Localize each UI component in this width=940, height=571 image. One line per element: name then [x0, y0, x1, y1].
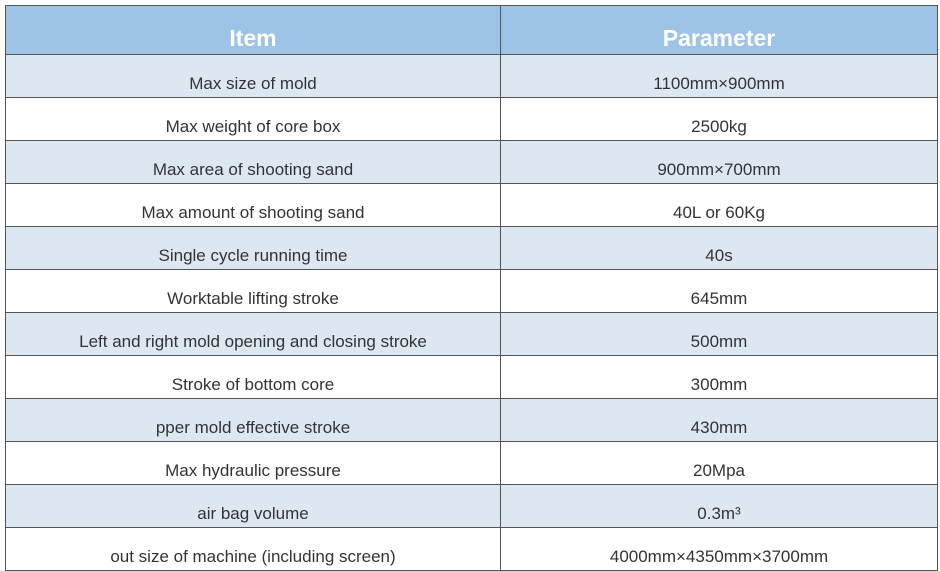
item-cell: Worktable lifting stroke: [6, 270, 501, 313]
item-cell: Max hydraulic pressure: [6, 442, 501, 485]
item-cell: Left and right mold opening and closing stroke: [6, 313, 501, 356]
table-row: [6, 356, 938, 399]
item-cell: Stroke of bottom core: [6, 356, 501, 399]
parameter-cell: 40s: [501, 227, 938, 270]
item-cell: air bag volume: [6, 485, 501, 528]
item-cell: Max size of mold: [6, 55, 501, 98]
parameter-cell: 645mm: [501, 270, 938, 313]
header-parameter: Parameter: [501, 6, 938, 55]
item-cell: Max amount of shooting sand: [6, 184, 501, 227]
item-cell: pper mold effective stroke: [6, 399, 501, 442]
table-row: [6, 141, 938, 184]
item-cell: Single cycle running time: [6, 227, 501, 270]
table-row: [6, 485, 938, 528]
table-row: [6, 55, 938, 98]
table-row: [6, 270, 938, 313]
item-cell: out size of machine (including screen): [6, 528, 501, 571]
parameter-cell: 1100mm×900mm: [501, 55, 938, 98]
header-row: [6, 6, 938, 55]
parameter-cell: 300mm: [501, 356, 938, 399]
table-row: [6, 528, 938, 571]
table-row: [6, 98, 938, 141]
parameter-cell: 0.3m³: [501, 485, 938, 528]
item-cell: Max weight of core box: [6, 98, 501, 141]
header-item: Item: [6, 6, 501, 55]
parameter-cell: 20Mpa: [501, 442, 938, 485]
parameter-cell: 500mm: [501, 313, 938, 356]
table-row: [6, 442, 938, 485]
parameter-cell: 900mm×700mm: [501, 141, 938, 184]
parameter-cell: 2500kg: [501, 98, 938, 141]
parameter-cell: 430mm: [501, 399, 938, 442]
table-row: [6, 227, 938, 270]
parameter-cell: 4000mm×4350mm×3700mm: [501, 528, 938, 571]
table-body: [6, 55, 938, 571]
spec-table: [5, 5, 938, 571]
table-row: [6, 399, 938, 442]
parameter-cell: 40L or 60Kg: [501, 184, 938, 227]
item-cell: Max area of shooting sand: [6, 141, 501, 184]
table-row: [6, 184, 938, 227]
table-row: [6, 313, 938, 356]
